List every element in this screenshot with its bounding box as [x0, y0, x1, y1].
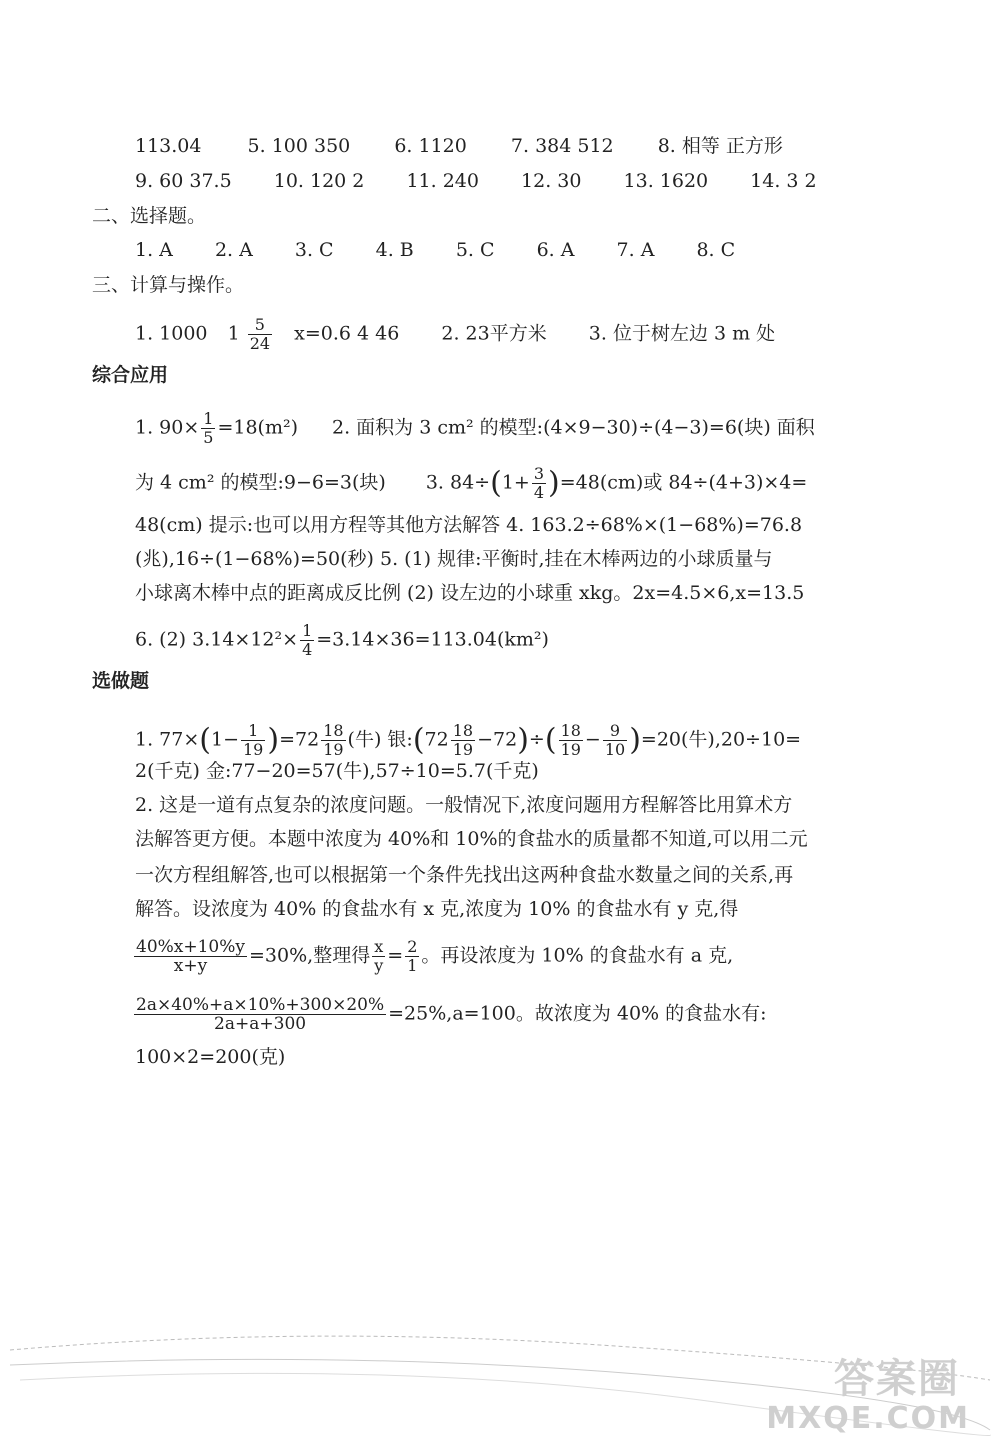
- text: 3. 84÷: [425, 471, 491, 494]
- text: 。再设浓度为 10% 的食盐水有 a 克,: [421, 944, 734, 967]
- choice-answer: 5. C: [455, 239, 495, 261]
- choice-answer: 1. A: [135, 239, 173, 261]
- text: =: [387, 944, 404, 967]
- text: =48(cm)或 84÷(4+3)×4=: [559, 471, 808, 494]
- calc-answer-1: 1. 1000: [135, 322, 208, 345]
- choice-answer: 6. A: [536, 239, 575, 261]
- choice-answer: 2. A: [214, 239, 253, 261]
- choice-answer: 8. C: [696, 239, 736, 261]
- text: 2. 面积为 3 cm² 的模型:(4×9−30)÷(4−3)=6(块) 面积: [332, 416, 815, 439]
- mixed-whole: 1: [227, 322, 240, 345]
- text: −: [584, 728, 601, 751]
- fraction: $\frac{18}{19}$: [452, 721, 474, 759]
- opt-q1-line-1: 1. 77×(1− $\frac{1}{19}$ )=72 $\frac{18}{19}$ (牛) 银:(72 $\frac{18}{19}$ −72)÷( $\frac{18}{19}$ − $\frac{9}{10}$ )=20(牛),20÷10=: [135, 721, 802, 759]
- text: =30%,整理得: [249, 944, 371, 967]
- choice-answer: 3. C: [294, 239, 334, 261]
- text: (牛) 银:: [347, 728, 413, 751]
- fraction: $\frac{18}{19}$: [323, 721, 344, 759]
- comp-line-3: 48(cm) 提示:也可以用方程等其他方法解答 4. 163.2÷68%×(1−68%)=76.8: [135, 514, 803, 536]
- section-3-title: 三、计算与操作。: [92, 274, 245, 296]
- calc-answer-2: 2. 23平方米: [441, 322, 547, 345]
- text: −72: [477, 728, 518, 751]
- optional-title: 选做题: [92, 670, 150, 692]
- opt-q2-line-7: 100×2=200(克): [135, 1046, 286, 1068]
- text: 1. 77×: [135, 728, 200, 751]
- section-2-title: 二、选择题。: [92, 205, 207, 227]
- answer-item: 14. 3 2: [750, 170, 817, 192]
- answer-item: 113.04: [135, 135, 202, 157]
- opt-q1-line-2: 2(千克) 金:77−20=57(牛),57÷10=5.7(千克): [135, 760, 539, 782]
- calc-answers: [135, 316, 775, 353]
- fill-answers-row-1: [135, 133, 783, 159]
- calc-answer-3: 3. 位于树左边 3 m 处: [588, 322, 776, 345]
- comp-line-6: [135, 622, 549, 659]
- text: 6. (2) 3.14×12²×: [135, 628, 299, 651]
- fraction: $\frac{1}{4}$: [302, 621, 313, 659]
- choice-answer: 7. A: [616, 239, 655, 261]
- answer-item: 9. 60 37.5: [135, 170, 232, 192]
- text: =25%,a=100。故浓度为 40% 的食盐水有:: [388, 1002, 767, 1025]
- answer-item: 12. 30: [521, 170, 582, 192]
- text: =20(牛),20÷10=: [640, 728, 802, 751]
- fraction: $\frac{2}{1}$: [407, 937, 418, 975]
- text: 1−: [210, 728, 239, 751]
- calc-answer-1-rest: x=0.6 4 46: [294, 322, 400, 345]
- fraction: $\frac{2a\times 40\%+a\times 10\%+300\times 20\%}{2a+a+300}$: [136, 995, 385, 1034]
- fill-answers-row-2: [135, 168, 817, 194]
- answer-item: 11. 240: [406, 170, 479, 192]
- opt-q2-line-6: [132, 996, 767, 1033]
- text: 1. 90×: [135, 416, 200, 439]
- fraction: $\frac{1}{19}$: [243, 721, 264, 759]
- comp-line-4: (兆),16÷(1−68%)=50(秒) 5. (1) 规律:平衡时,挂在木棒两边的小球质量与: [135, 548, 773, 570]
- text: 1+: [501, 471, 530, 494]
- choice-answer: 4. B: [375, 239, 414, 261]
- comp-line-2: 为 4 cm² 的模型:9−6=3(块) 3. 84÷(1+ $\frac{3}{4}$ )=48(cm)或 84÷(4+3)×4=: [135, 464, 808, 502]
- answer-item: 6. 1120: [394, 135, 467, 157]
- opt-q2-line-4: 解答。设浓度为 40% 的食盐水有 x 克,浓度为 10% 的食盐水有 y 克,得: [135, 898, 739, 920]
- answer-item: 8. 相等 正方形: [657, 135, 783, 157]
- fraction: $\frac{40\%x+10\%y}{x+y}$: [136, 937, 246, 976]
- text: 为 4 cm² 的模型:9−6=3(块): [135, 471, 386, 494]
- text: =3.14×36=113.04(km²): [316, 628, 549, 651]
- comp-line-1: [135, 410, 815, 447]
- answer-item: 13. 1620: [623, 170, 709, 192]
- text: ÷: [528, 728, 545, 751]
- opt-q2-line-2: 法解答更方便。本题中浓度为 40%和 10%的食盐水的质量都不知道,可以用二元: [135, 828, 808, 850]
- fraction: $\frac{1}{5}$: [203, 409, 214, 447]
- fraction: $\frac{18}{19}$: [560, 721, 581, 759]
- fraction: $\frac{9}{10}$: [604, 721, 626, 759]
- opt-q2-line-1: 2. 这是一道有点复杂的浓度问题。一般情况下,浓度问题用方程解答比用算术方: [135, 794, 793, 816]
- text: =18(m²): [217, 416, 299, 439]
- text: =72: [279, 728, 320, 751]
- answer-item: 10. 120 2: [273, 170, 365, 192]
- choice-answers: [135, 237, 735, 263]
- fraction: $\frac{x}{y}$: [374, 937, 384, 975]
- text: 72: [424, 728, 449, 751]
- opt-q2-line-5: [132, 938, 733, 975]
- comprehensive-title: 综合应用: [92, 364, 169, 386]
- opt-q2-line-3: 一次方程组解答,也可以根据第一个条件先找出这两种食盐水数量之间的关系,再: [135, 864, 794, 886]
- comp-line-5: 小球离木棒中点的距离成反比例 (2) 设左边的小球重 xkg。2x=4.5×6,x=13.5: [135, 582, 805, 604]
- answer-item: 5. 100 350: [247, 135, 351, 157]
- fraction: $\frac{5}{24}$: [249, 315, 271, 353]
- watermark-logo: 答案圈: [834, 1356, 960, 1402]
- fraction: $\frac{3}{4}$: [533, 464, 545, 502]
- answer-item: 7. 384 512: [510, 135, 614, 157]
- watermark-url: MXQE.COM: [766, 1401, 970, 1436]
